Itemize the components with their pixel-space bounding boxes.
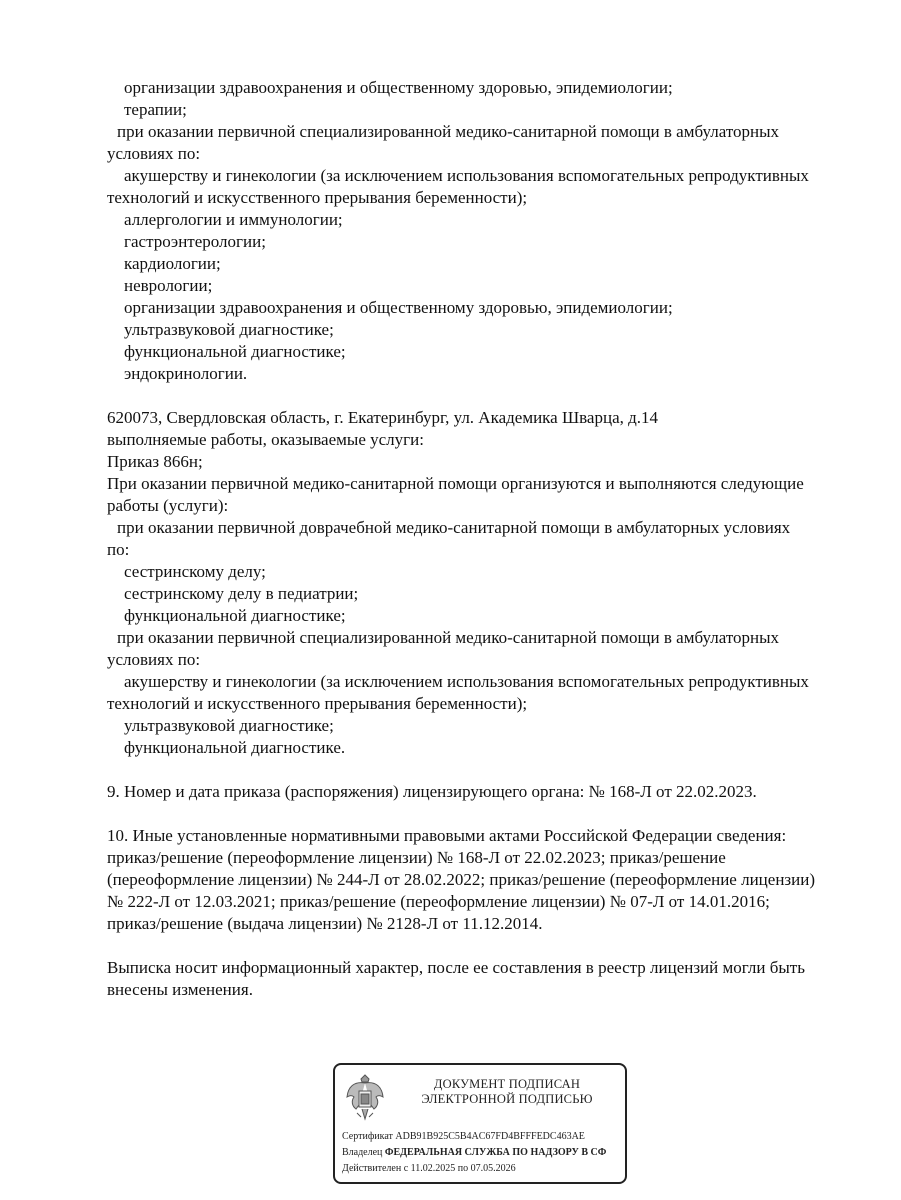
paragraph-gap	[107, 935, 867, 957]
owner-row	[342, 1147, 623, 1159]
text-line: 9. Номер и дата приказа (распоряжения) лицензирующего органа: № 168-Л от 22.02.2023.	[107, 782, 757, 801]
owner-value: ФЕДЕРАЛЬНАЯ СЛУЖБА ПО НАДЗОРУ В СФ	[384, 1147, 607, 1158]
stamp-title	[395, 1077, 619, 1107]
text-line: технологий и искусственного прерывания беременности);	[107, 188, 528, 207]
text-line: акушерству и гинекологии (за исключением использования вспомогательных репродуктивных	[124, 166, 809, 185]
text-line: терапии;	[124, 100, 187, 119]
russian-coat-of-arms-icon	[344, 1073, 386, 1125]
text-line: аллергологии и иммунологии;	[124, 210, 343, 229]
text-line: приказ/решение (выдача лицензии) № 2128-Л от 11.12.2014.	[107, 914, 543, 933]
text-line: Выписка носит информационный характер, после ее составления в реестр лицензий могли быть	[107, 958, 805, 977]
text-line: условиях по:	[107, 650, 201, 669]
text-line: № 222-Л от 12.03.2021; приказ/решение (переоформление лицензии) № 07-Л от 14.01.2016;	[107, 892, 770, 911]
text-line: приказ/решение (переоформление лицензии) № 168-Л от 22.02.2023; приказ/решение	[107, 848, 726, 867]
paragraph-gap	[107, 759, 867, 781]
stamp-title-line2: ЭЛЕКТРОННОЙ ПОДПИСЬЮ	[421, 1092, 593, 1106]
text-line: при оказании первичной специализированной медико-санитарной помощи в амбулаторных	[117, 628, 780, 647]
certificate-row	[342, 1131, 585, 1143]
text-line: эндокринологии.	[124, 364, 248, 383]
text-line: при оказании первичной специализированной медико-санитарной помощи в амбулаторных	[117, 122, 780, 141]
electronic-signature-stamp	[333, 1063, 627, 1184]
text-line: ультразвуковой диагностике;	[124, 320, 334, 339]
text-line: При оказании первичной медико-санитарной помощи организуются и выполняются следующие	[107, 474, 804, 493]
text-line: 10. Иные установленные нормативными правовыми актами Российской Федерации сведения:	[107, 826, 787, 845]
certificate-value: ADB91B925C5B4AC67FD4BFFFEDC463AE	[395, 1131, 585, 1142]
text-line: неврологии;	[124, 276, 213, 295]
text-line: при оказании первичной доврачебной медико-санитарной помощи в амбулаторных условиях	[117, 518, 791, 537]
text-line: внесены изменения.	[107, 980, 253, 999]
text-line: условиях по:	[107, 144, 201, 163]
text-line: сестринскому делу;	[124, 562, 266, 581]
text-line: организации здравоохранения и общественному здоровью, эпидемиологии;	[124, 78, 673, 97]
text-line: акушерству и гинекологии (за исключением использования вспомогательных репродуктивных	[124, 672, 809, 691]
paragraph-gap	[107, 803, 867, 825]
text-line: функциональной диагностике.	[124, 738, 346, 757]
text-line: организации здравоохранения и общественному здоровью, эпидемиологии;	[124, 298, 673, 317]
text-line: (переоформление лицензии) № 244-Л от 28.02.2022; приказ/решение (переоформление лицензии)	[107, 870, 815, 889]
text-line: гастроэнтерологии;	[124, 232, 266, 251]
text-line: технологий и искусственного прерывания беременности);	[107, 694, 528, 713]
paragraph-gap	[107, 385, 867, 407]
text-line: функциональной диагностике;	[124, 342, 346, 361]
document-body	[107, 77, 867, 1001]
text-line: функциональной диагностике;	[124, 606, 346, 625]
text-line: по:	[107, 540, 130, 559]
text-line: работы (услуги):	[107, 496, 229, 515]
stamp-title-line1: ДОКУМЕНТ ПОДПИСАН	[433, 1077, 581, 1091]
text-line: выполняемые работы, оказываемые услуги:	[107, 430, 424, 449]
text-line: сестринскому делу в педиатрии;	[124, 584, 359, 603]
text-line: кардиологии;	[124, 254, 221, 273]
text-line: ультразвуковой диагностике;	[124, 716, 334, 735]
text-line: 620073, Свердловская область, г. Екатеринбург, ул. Академика Шварца, д.14	[107, 408, 659, 427]
text-line: Приказ 866н;	[107, 452, 203, 471]
owner-label: Владелец	[342, 1147, 383, 1158]
certificate-label: Сертификат	[342, 1131, 393, 1142]
validity-text: Действителен с 11.02.2025 по 07.05.2026	[342, 1163, 516, 1174]
validity-row	[342, 1163, 516, 1175]
